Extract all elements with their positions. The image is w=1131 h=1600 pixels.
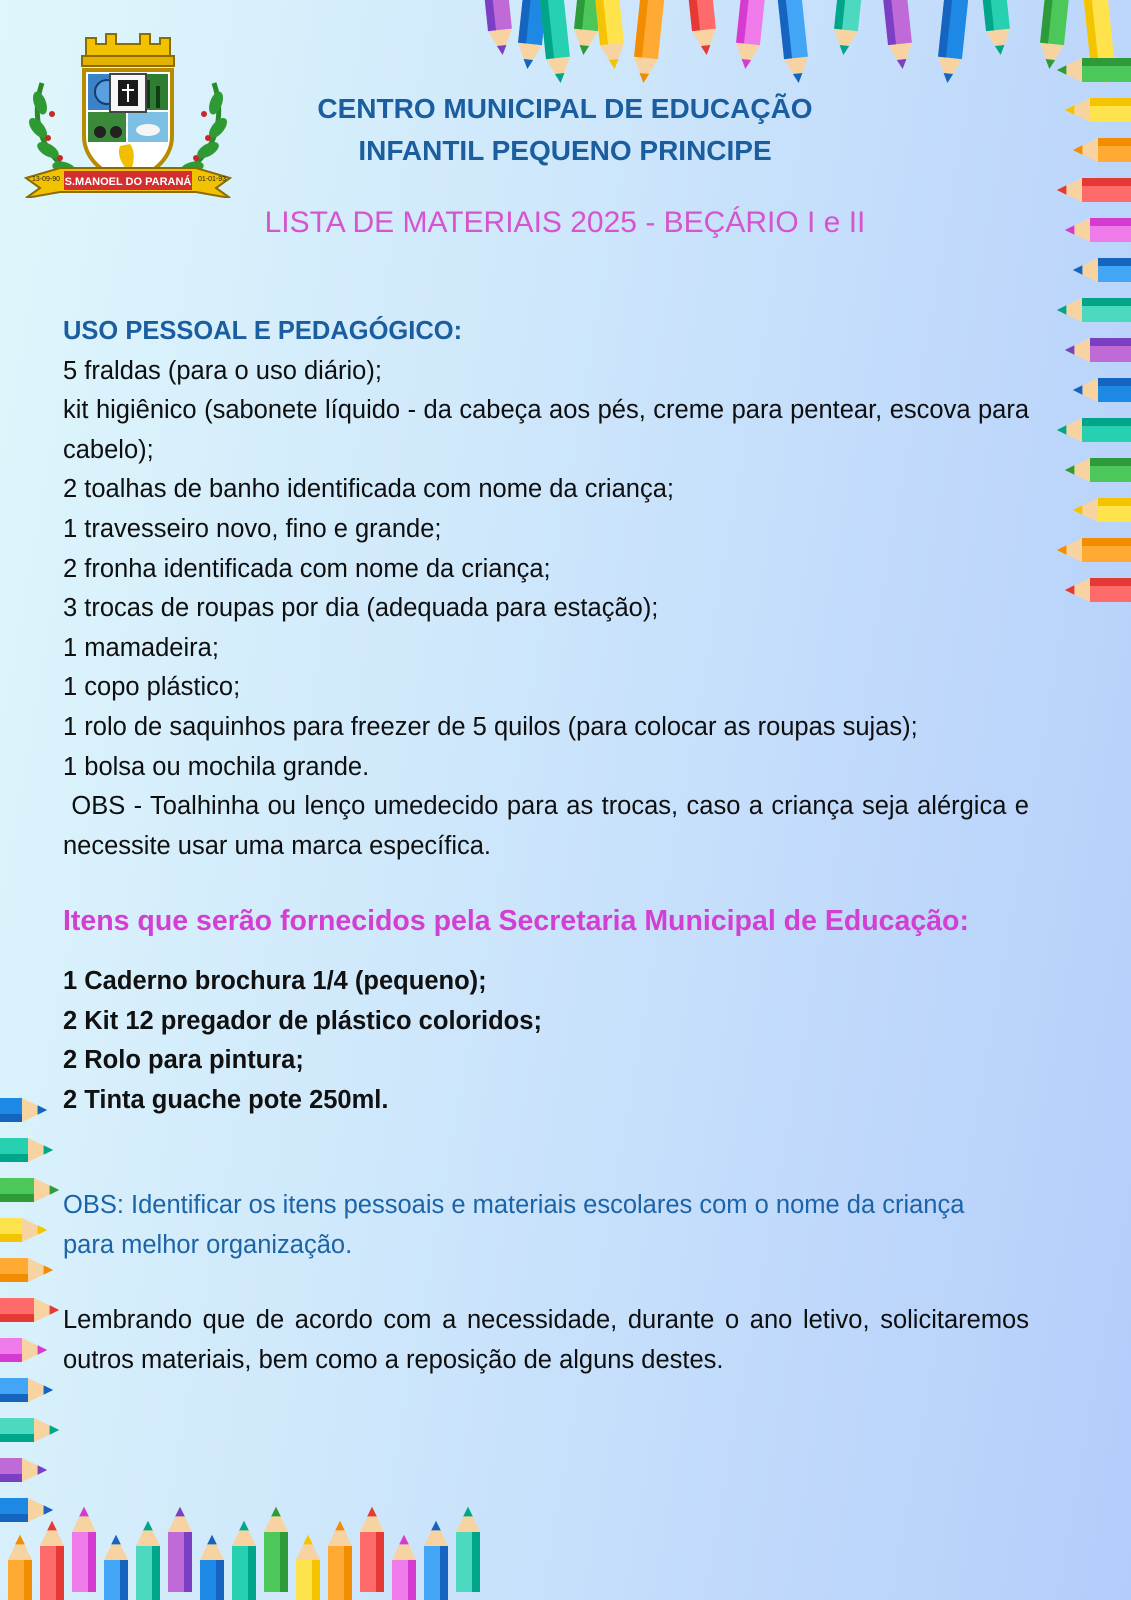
identification-obs-note: OBS: Identificar os itens pessoais e materiais escolares com o nome da criança para melhor organização. — [63, 1191, 965, 1259]
logo-date-right: 01-01-93 — [197, 176, 227, 183]
list-item: 2 toalhas de banho identificada com nome da criança; — [63, 475, 674, 504]
pencil-icon — [232, 1521, 256, 1600]
reminder-note: Lembrando que de acordo com a necessidade, durante o ano letivo, solicitaremos outros materiais, bem como a reposição de alguns destes. — [63, 1306, 1029, 1375]
secretaria-heading: Itens que serão fornecidos pela Secretaria Municipal de Educação: — [63, 905, 969, 938]
list-item: 1 mamadeira; — [63, 633, 219, 662]
school-name-line-1: CENTRO MUNICIPAL DE EDUCAÇÃO — [317, 93, 813, 124]
logo-ribbon-text: S.MANOEL DO PARANÁ — [64, 176, 192, 188]
pencil-icon — [0, 1098, 47, 1122]
list-item: 1 travesseiro novo, fino e grande; — [63, 514, 442, 543]
pencil-icon — [1057, 178, 1131, 202]
pencil-icon — [1057, 418, 1131, 442]
pencil-icon — [0, 1298, 59, 1322]
pencil-icon — [515, 0, 548, 70]
pencil-icon — [1073, 378, 1131, 402]
list-item: 2 Tinta guache pote 250ml. — [63, 1085, 389, 1114]
pencils-right-border — [1057, 58, 1131, 602]
pencil-icon — [0, 1138, 53, 1162]
list-item: 2 Kit 12 pregador de plástico coloridos; — [63, 1006, 542, 1035]
pencil-icon — [1057, 538, 1131, 562]
pencil-icon — [136, 1521, 160, 1600]
pencil-icon — [1065, 578, 1131, 602]
pencil-icon — [0, 1378, 53, 1402]
pencil-icon — [296, 1535, 320, 1600]
list-item: 1 copo plástico; — [63, 673, 241, 702]
personal-items-list — [63, 352, 1037, 867]
logo-date-left: 13-09-90 — [31, 176, 61, 183]
pencil-icon — [1065, 98, 1131, 122]
pencil-icon — [882, 0, 915, 70]
secretaria-items-list — [63, 962, 1029, 1120]
pencil-icon — [594, 0, 627, 70]
list-item: 3 trocas de roupas por dia (adequada para estação); — [63, 594, 659, 623]
list-item: 1 Caderno brochura 1/4 (pequeno); — [63, 966, 487, 995]
pencil-icon — [0, 1338, 47, 1362]
pencil-icon — [631, 0, 664, 84]
pencil-icon — [1065, 338, 1131, 362]
pencil-icon — [686, 0, 719, 56]
pencil-icon — [571, 0, 604, 56]
pencil-icon — [935, 0, 968, 84]
pencil-icon — [1057, 58, 1131, 82]
pencil-icon — [1073, 498, 1131, 522]
list-item: 5 fraldas (para o uso diário); — [63, 356, 382, 385]
school-name-line-2: INFANTIL PEQUENO PRINCIPE — [358, 135, 772, 166]
document-body — [63, 312, 1037, 1381]
pencil-icon — [1065, 458, 1131, 482]
list-item: 1 rolo de saquinhos para freezer de 5 quilos (para colocar as roupas sujas); — [63, 712, 918, 741]
list-item: 2 Rolo para pintura; — [63, 1046, 304, 1075]
pencil-icon — [0, 1178, 59, 1202]
pencil-icon — [0, 1418, 59, 1442]
pencil-icon — [0, 1258, 53, 1282]
pencil-icon — [328, 1521, 352, 1600]
pencils-left-border — [0, 1098, 59, 1522]
pencil-icon — [8, 1535, 32, 1600]
municipal-coat-of-arms-logo — [20, 28, 236, 198]
pencil-icon — [264, 1507, 288, 1592]
pencil-icon — [168, 1507, 192, 1592]
pencil-icon — [1084, 0, 1117, 84]
pencil-icon — [1037, 0, 1070, 70]
pencil-icon — [1065, 218, 1131, 242]
list-item: kit higiênico (sabonete líquido - da cabeça aos pés, creme para pentear, escova para cabelo); — [63, 396, 1029, 464]
pencil-icon — [72, 1507, 96, 1592]
school-name — [235, 88, 895, 172]
pencil-icon — [733, 0, 766, 70]
pencil-icon — [1073, 138, 1131, 162]
pencils-bottom-border — [8, 1507, 480, 1600]
pencil-icon — [40, 1521, 64, 1600]
list-item: 1 bolsa ou mochila grande. — [63, 752, 370, 781]
pencil-icon — [392, 1535, 416, 1600]
pencil-icon — [831, 0, 864, 56]
list-item: 2 fronha identificada com nome da criança; — [63, 554, 551, 583]
pencil-icon — [0, 1218, 47, 1242]
pencil-icon — [540, 0, 573, 84]
pencil-icon — [0, 1458, 47, 1482]
pencil-icon — [0, 1498, 53, 1522]
pencil-icon — [104, 1535, 128, 1600]
pencil-icon — [200, 1535, 224, 1600]
materials-list-title: LISTA DE MATERIAIS 2025 - BEÇÁRIO I e II — [264, 206, 866, 239]
personal-use-heading: USO PESSOAL E PEDAGÓGICO: — [63, 317, 463, 345]
pencil-icon — [980, 0, 1013, 56]
personal-obs-note: OBS - Toalhinha ou lenço umedecido para as trocas, caso a criança seja alérgica e necessite usar uma marca específica. — [63, 792, 1037, 860]
pencil-icon — [424, 1521, 448, 1600]
pencil-icon — [778, 0, 811, 84]
pencil-icon — [360, 1507, 384, 1592]
pencils-top-border — [482, 0, 1117, 84]
pencil-icon — [482, 0, 515, 56]
pencil-icon — [1073, 258, 1131, 282]
pencil-icon — [1057, 298, 1131, 322]
pencil-icon — [456, 1507, 480, 1592]
